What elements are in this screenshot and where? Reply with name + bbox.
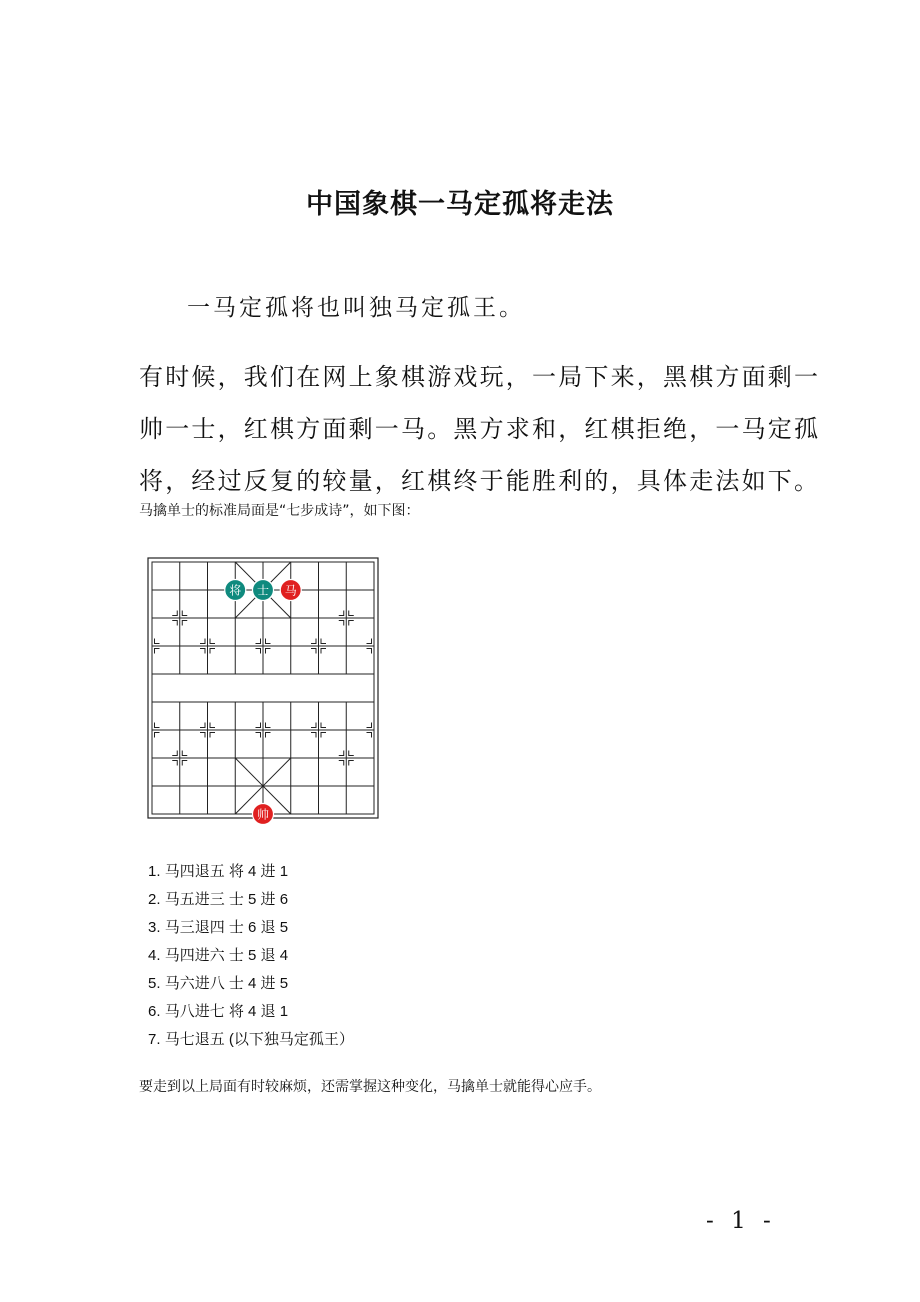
position-marker: [321, 733, 326, 738]
piece-label: 将: [229, 583, 242, 598]
position-marker: [367, 639, 372, 644]
move-number: 2.: [148, 891, 161, 908]
position-marker: [339, 621, 344, 626]
position-marker: [339, 611, 344, 616]
position-marker: [311, 723, 316, 728]
position-marker: [311, 649, 316, 654]
move-item: [148, 970, 354, 998]
position-marker: [266, 723, 271, 728]
position-marker: [256, 639, 261, 644]
position-marker: [311, 733, 316, 738]
xiangqi-board: [147, 557, 379, 827]
position-marker: [321, 723, 326, 728]
position-marker: [182, 611, 187, 616]
figure-caption: 马擒单士的标准局面是“七步成诗”，如下图：: [139, 503, 420, 519]
position-marker: [155, 723, 160, 728]
move-item: [148, 998, 354, 1026]
move-item: [148, 942, 354, 970]
piece-label: 士: [256, 583, 270, 598]
move-text: 马七退五 (以下独马定孤王）: [164, 1031, 354, 1048]
paragraph-line: 将，经过反复的较量，红棋终于能胜利的，具体走法如下。: [139, 467, 821, 495]
piece-label: 帅: [256, 807, 270, 822]
position-marker: [155, 733, 160, 738]
move-number: 5.: [148, 975, 161, 992]
position-marker: [172, 761, 177, 766]
position-marker: [210, 733, 215, 738]
move-number: 1.: [148, 863, 161, 880]
move-item: [148, 858, 354, 886]
paragraph-line: 有时候，我们在网上象棋游戏玩，一局下来，黑棋方面剩一: [139, 363, 821, 391]
move-text: 马四进六 士 5 退 4: [164, 947, 289, 964]
position-marker: [349, 621, 354, 626]
move-item: [148, 886, 354, 914]
position-marker: [172, 611, 177, 616]
position-marker: [321, 639, 326, 644]
position-marker: [210, 723, 215, 728]
position-marker: [266, 649, 271, 654]
move-item: [148, 1026, 354, 1054]
position-marker: [367, 723, 372, 728]
position-marker: [311, 639, 316, 644]
document-title: 中国象棋一马定孤将走法: [306, 189, 614, 220]
position-marker: [182, 621, 187, 626]
position-marker: [182, 761, 187, 766]
position-marker: [266, 733, 271, 738]
position-marker: [367, 649, 372, 654]
position-marker: [339, 751, 344, 756]
intro-paragraph: [139, 351, 821, 507]
position-marker: [256, 649, 261, 654]
position-marker: [155, 649, 160, 654]
position-marker: [172, 751, 177, 756]
piece-label: 马: [284, 583, 297, 598]
move-text: 马四退五 将 4 进 1: [164, 863, 289, 880]
position-marker: [349, 611, 354, 616]
position-marker: [200, 723, 205, 728]
move-number: 6.: [148, 1003, 161, 1020]
position-marker: [155, 639, 160, 644]
move-item: [148, 914, 354, 942]
position-marker: [172, 621, 177, 626]
position-marker: [339, 761, 344, 766]
page-number: - 1 -: [706, 1208, 776, 1234]
move-text: 马六进八 士 4 进 5: [164, 975, 289, 992]
paragraph-line: 帅一士，红棋方面剩一马。黑方求和，红棋拒绝，一马定孤: [139, 415, 821, 443]
position-marker: [200, 733, 205, 738]
move-text: 马八进七 将 4 退 1: [164, 1003, 289, 1020]
position-marker: [266, 639, 271, 644]
move-list: [148, 858, 354, 1054]
position-marker: [349, 761, 354, 766]
position-marker: [349, 751, 354, 756]
position-marker: [200, 639, 205, 644]
position-marker: [256, 733, 261, 738]
position-marker: [367, 733, 372, 738]
position-marker: [321, 649, 326, 654]
move-number: 4.: [148, 947, 161, 964]
closing-text: 要走到以上局面有时较麻烦，还需掌握这种变化，马擒单士就能得心应手。: [139, 1079, 601, 1095]
move-number: 3.: [148, 919, 161, 936]
position-marker: [256, 723, 261, 728]
position-marker: [200, 649, 205, 654]
position-marker: [210, 639, 215, 644]
move-text: 马五进三 士 5 进 6: [164, 891, 289, 908]
subtitle: 一马定孤将也叫独马定孤王。: [187, 295, 525, 321]
move-number: 7.: [148, 1031, 161, 1048]
position-marker: [210, 649, 215, 654]
move-text: 马三退四 士 6 退 5: [164, 919, 289, 936]
position-marker: [182, 751, 187, 756]
